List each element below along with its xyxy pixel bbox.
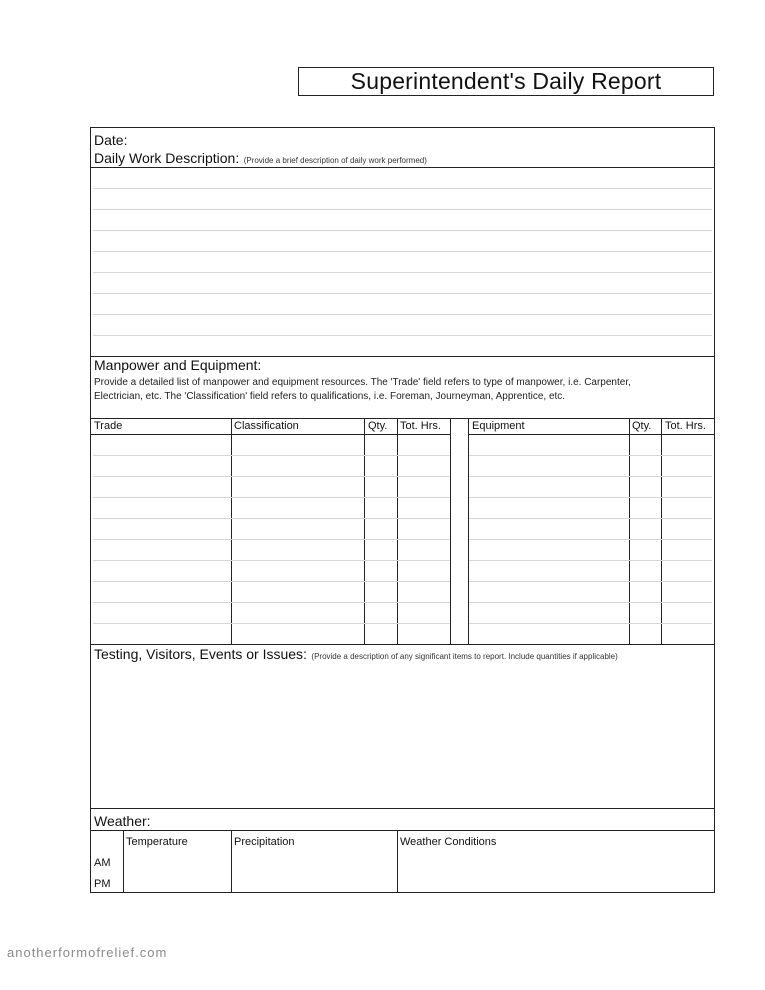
ruled-line — [93, 314, 712, 315]
table-row — [469, 476, 712, 477]
weather-conditions-label: Weather Conditions — [400, 836, 497, 848]
table-row — [93, 602, 450, 603]
weather-conditions-field[interactable] — [399, 850, 712, 890]
divider — [91, 418, 714, 419]
work-description-header — [94, 150, 427, 168]
column-line — [123, 830, 124, 892]
precipitation-label: Precipitation — [234, 836, 295, 848]
ruled-line — [93, 335, 712, 336]
divider — [91, 808, 714, 809]
ruled-line — [93, 209, 712, 210]
table-row — [93, 518, 450, 519]
divider — [91, 644, 714, 645]
testing-label: Testing, Visitors, Events or Issues: — [94, 646, 307, 662]
column-line — [450, 418, 451, 644]
table-row — [93, 476, 450, 477]
work-description-label: Daily Work Description: — [94, 150, 240, 166]
column-line — [231, 830, 232, 892]
divider — [91, 167, 714, 168]
am-label: AM — [94, 857, 111, 869]
column-line — [629, 418, 630, 644]
date-label: Date: — [94, 132, 128, 148]
weather-label: Weather: — [94, 813, 151, 829]
temperature-label: Temperature — [126, 836, 188, 848]
report-form — [90, 127, 715, 893]
table-row — [469, 581, 712, 582]
testing-header — [94, 646, 618, 664]
equipment-qty-column-header: Qty. — [632, 420, 652, 432]
ruled-line — [93, 293, 712, 294]
column-line — [661, 418, 662, 644]
ruled-line — [93, 251, 712, 252]
table-row — [93, 623, 450, 624]
testing-hint: (Provide a description of any significant items to report. Include quantities if applicable) — [311, 652, 618, 661]
table-row — [469, 518, 712, 519]
table-row — [469, 623, 712, 624]
column-line — [231, 418, 232, 644]
report-title: Superintendent's Daily Report — [298, 67, 714, 96]
table-row — [469, 539, 712, 540]
precipitation-field[interactable] — [233, 850, 395, 890]
table-row — [93, 560, 450, 561]
testing-notes-area[interactable] — [93, 664, 712, 806]
equipment-tot-hrs-column-header: Tot. Hrs. — [665, 420, 706, 432]
manpower-description-2: Electrician, etc. The 'Classification' field refers to qualifications, i.e. Foreman, Journeyman, Apprentice, etc. — [94, 391, 566, 402]
equipment-column-header: Equipment — [472, 420, 525, 432]
table-row — [93, 455, 450, 456]
divider — [91, 830, 714, 831]
table-row — [469, 497, 712, 498]
pm-label: PM — [94, 878, 111, 890]
tot-hrs-column-header: Tot. Hrs. — [400, 420, 441, 432]
qty-column-header: Qty. — [368, 420, 388, 432]
column-line — [397, 830, 398, 892]
ruled-line — [93, 188, 712, 189]
table-row — [469, 560, 712, 561]
column-line — [397, 418, 398, 644]
column-line — [468, 418, 469, 644]
ruled-line — [93, 272, 712, 273]
table-row — [469, 455, 712, 456]
trade-column-header: Trade — [94, 420, 123, 432]
work-description-hint: (Provide a brief description of daily work performed) — [243, 156, 427, 165]
manpower-label: Manpower and Equipment: — [94, 357, 262, 373]
table-row — [93, 539, 450, 540]
column-line — [364, 418, 365, 644]
manpower-description-1: Provide a detailed list of manpower and equipment resources. The 'Trade' field refers to type of manpower, i.e. Carpenter, — [94, 377, 631, 388]
temperature-field[interactable] — [125, 850, 229, 890]
table-row — [93, 581, 450, 582]
table-header-underline — [468, 434, 714, 435]
table-row — [469, 602, 712, 603]
classification-column-header: Classification — [234, 420, 299, 432]
ruled-line — [93, 230, 712, 231]
watermark: anotherformofrelief.com — [7, 945, 168, 960]
table-row — [93, 497, 450, 498]
